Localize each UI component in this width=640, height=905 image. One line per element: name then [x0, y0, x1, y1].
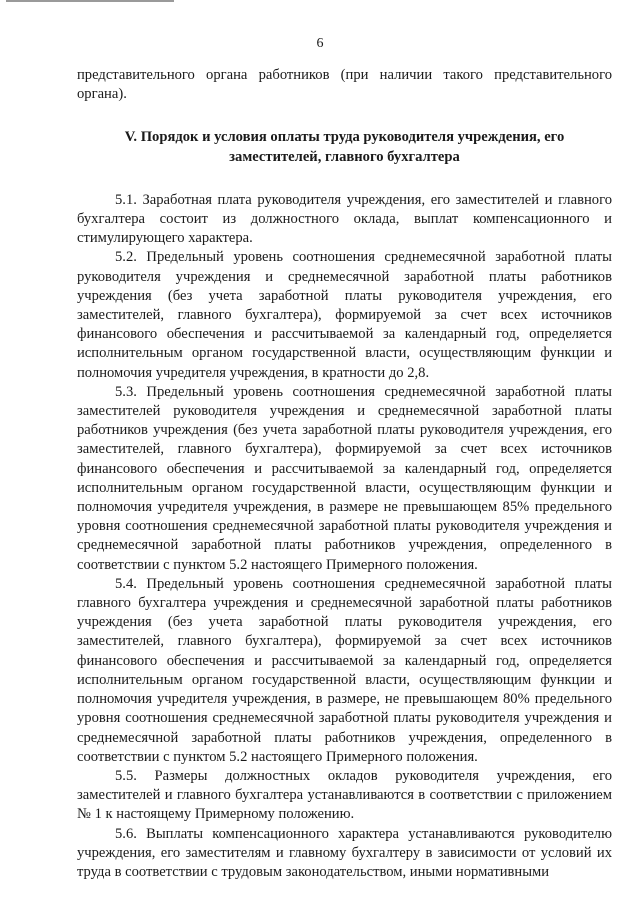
document-body — [77, 66, 612, 882]
section-heading: V. Порядок и условия оплаты труда руководителя учреждения, его заместителей, главного бухгалтера — [124, 129, 565, 165]
paragraph-5-1: 5.1. Заработная плата руководителя учреждения, его заместителей и главного бухгалтера состоит из должностного оклада, выплат компенсационного и стимулирующего характера. — [77, 191, 612, 247]
paragraph-5-2: 5.2. Предельный уровень соотношения среднемесячной заработной платы руководителя учреждения и среднемесячной заработной платы работников учреждения (без учета заработной платы руководителя учреждения, его заместителей, главного бухгалтера), формируемой за счет всех источников финансового обеспечения и рассчитываемой за календарный год, определяется исполнительным органом государственной власти, осуществляющим функции и полномочия учредителя учреждения, в кратности до 2,8. — [77, 249, 612, 381]
paragraph-5-5: 5.5. Размеры должностных окладов руководителя учреждения, его заместителей и главного бухгалтера устанавливаются в соответствии с приложением № 1 к настоящему Примерному положению. — [77, 767, 612, 823]
lead-text: представительного органа работников (при наличии такого представительного органа). — [77, 67, 612, 103]
paragraph-5-4: 5.4. Предельный уровень соотношения среднемесячной заработной платы главного бухгалтера учреждения и среднемесячной заработной платы работников учреждения (без учета заработной платы руководителя учреждения, его заместителей, главного бухгалтера), формируемой за счет всех источников финансового обеспечения и рассчитываемой за календарный год, определяется исполнительным органом государственной власти, осуществляющим функции и полномочия учредителя учреждения, в размере, не превышающем 80% предельного уровня соотношения среднемесячной заработной платы руководителя учреждения и среднемесячной заработной платы работников учреждения, определенного в соответствии с пунктом 5.2 настоящего Примерного положения. — [77, 575, 612, 765]
paragraph-5-6: 5.6. Выплаты компенсационного характера устанавливаются руководителю учреждения, его заместителям и главному бухгалтеру в зависимости от условий их труда в соответствии с трудовым законодательством, иными нормативными — [77, 825, 612, 880]
scan-edge-mark — [6, 0, 174, 2]
paragraph-5-3: 5.3. Предельный уровень соотношения среднемесячной заработной платы заместителей руководителя учреждения и среднемесячной заработной платы работников учреждения (без учета заработной платы руководителя учреждения, его заместителей, главного бухгалтера), формируемой за счет всех источников финансового обеспечения и рассчитываемой за календарный год, определяется исполнительным органом государственной власти, осуществляющим функции и полномочия учредителя учреждения, в размере не превышающем 85% предельного уровня соотношения среднемесячной заработной платы руководителя учреждения и среднемесячной заработной платы работников учреждения, определенного в соответствии с пунктом 5.2 настоящего Примерного положения. — [77, 383, 612, 573]
page-number: 6 — [316, 36, 324, 51]
